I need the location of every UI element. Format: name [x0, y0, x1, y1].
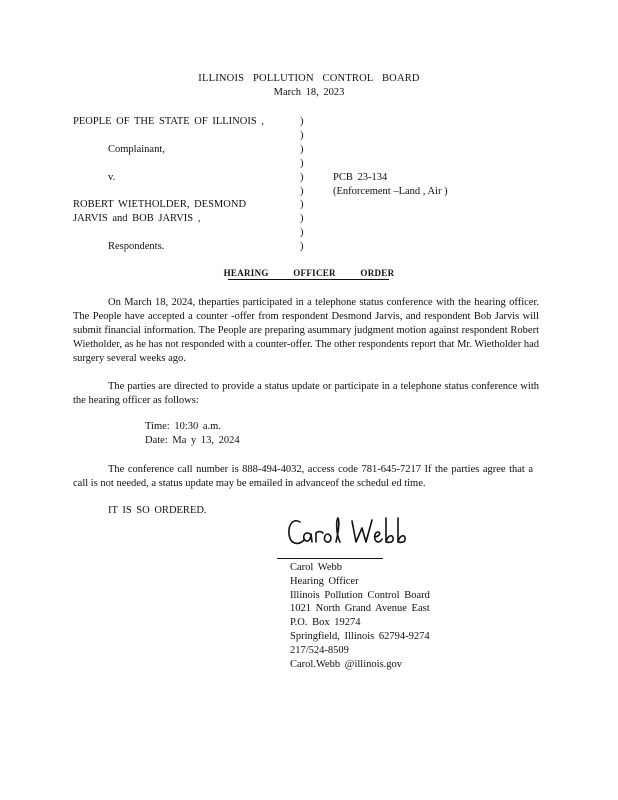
complainant-label: Complainant, — [108, 144, 165, 155]
case-type: (Enforcement –Land , Air ) — [333, 186, 448, 197]
signer-city-state-zip: Springfield, Illinois 62794-9274 — [290, 630, 430, 642]
signer-po-box: P.O. Box 19274 — [290, 617, 361, 629]
schedule-time: Time: 10:30 a.m. — [145, 421, 221, 432]
defendant-line-2: JARVIS and BOB JARVIS , — [73, 213, 201, 224]
paren: ) — [300, 158, 304, 169]
paren: ) — [300, 213, 304, 224]
defendant-line-1: ROBERT WIETHOLDER, DESMOND — [73, 199, 247, 210]
paren: ) — [300, 144, 304, 155]
signer-name: Carol Webb — [290, 562, 342, 573]
signer-email[interactable]: Carol.Webb @illinois.gov — [290, 658, 403, 670]
closing-statement: IT IS SO ORDERED. — [108, 505, 207, 516]
paren: ) — [300, 130, 304, 141]
conference-paragraph-text: The conference call number is 888-494-4032, access code 781-645-7217 If the parties agree that a call is not needed, a status update may be emailed in advanceof the schedul ed time. — [73, 464, 533, 489]
agency-name: ILLINOIS POLLUTION CONTROL BOARD — [198, 73, 420, 84]
signer-phone: 217/524-8509 — [290, 644, 349, 656]
signer-street-address: 1021 North Grand Avenue East — [290, 603, 430, 615]
schedule-date: Date: Ma y 13, 2024 — [145, 435, 240, 446]
body-paragraph-2 — [73, 380, 539, 408]
document-date: March 18, 2023 — [273, 87, 345, 98]
conference-paragraph — [73, 463, 533, 491]
body-paragraph-2-text: The parties are directed to provide a status update or participate in a telephone status conference with the hearing officer as follows: — [73, 381, 539, 406]
signer-organization: Illinois Pollution Control Board — [290, 589, 430, 601]
title-underline — [228, 279, 389, 280]
signer-title: Hearing Officer — [290, 575, 359, 587]
paren: ) — [300, 172, 304, 183]
signature-block — [290, 561, 430, 671]
order-title: HEARING OFFICER ORDER — [223, 268, 395, 278]
case-number: PCB 23-134 — [333, 172, 388, 183]
plaintiff-name: PEOPLE OF THE STATE OF ILLINOIS , — [73, 116, 264, 127]
paren: ) — [300, 199, 304, 210]
versus-label: v. — [108, 172, 116, 183]
respondents-label: Respondents. — [108, 241, 165, 252]
handwritten-signature — [286, 512, 414, 554]
signature-line — [277, 558, 383, 559]
paren: ) — [300, 186, 304, 197]
paren: ) — [300, 116, 304, 127]
paren: ) — [300, 241, 304, 252]
paren: ) — [300, 227, 304, 238]
body-paragraph-1-text: On March 18, 2024, theparties participated in a telephone status conference with the hearing officer. The People have accepted a counter -offer from respondent Desmond Jarvis, and respondent Bob Jarvis will submit financial information. The People are preparing asummary judgment motion against respondent Robert Wietholder, as he has not responded with a counter-offer. The other respondents report that Mr. Wietholder had surgery several weeks ago. — [73, 297, 539, 364]
body-paragraph-1 — [73, 296, 539, 366]
